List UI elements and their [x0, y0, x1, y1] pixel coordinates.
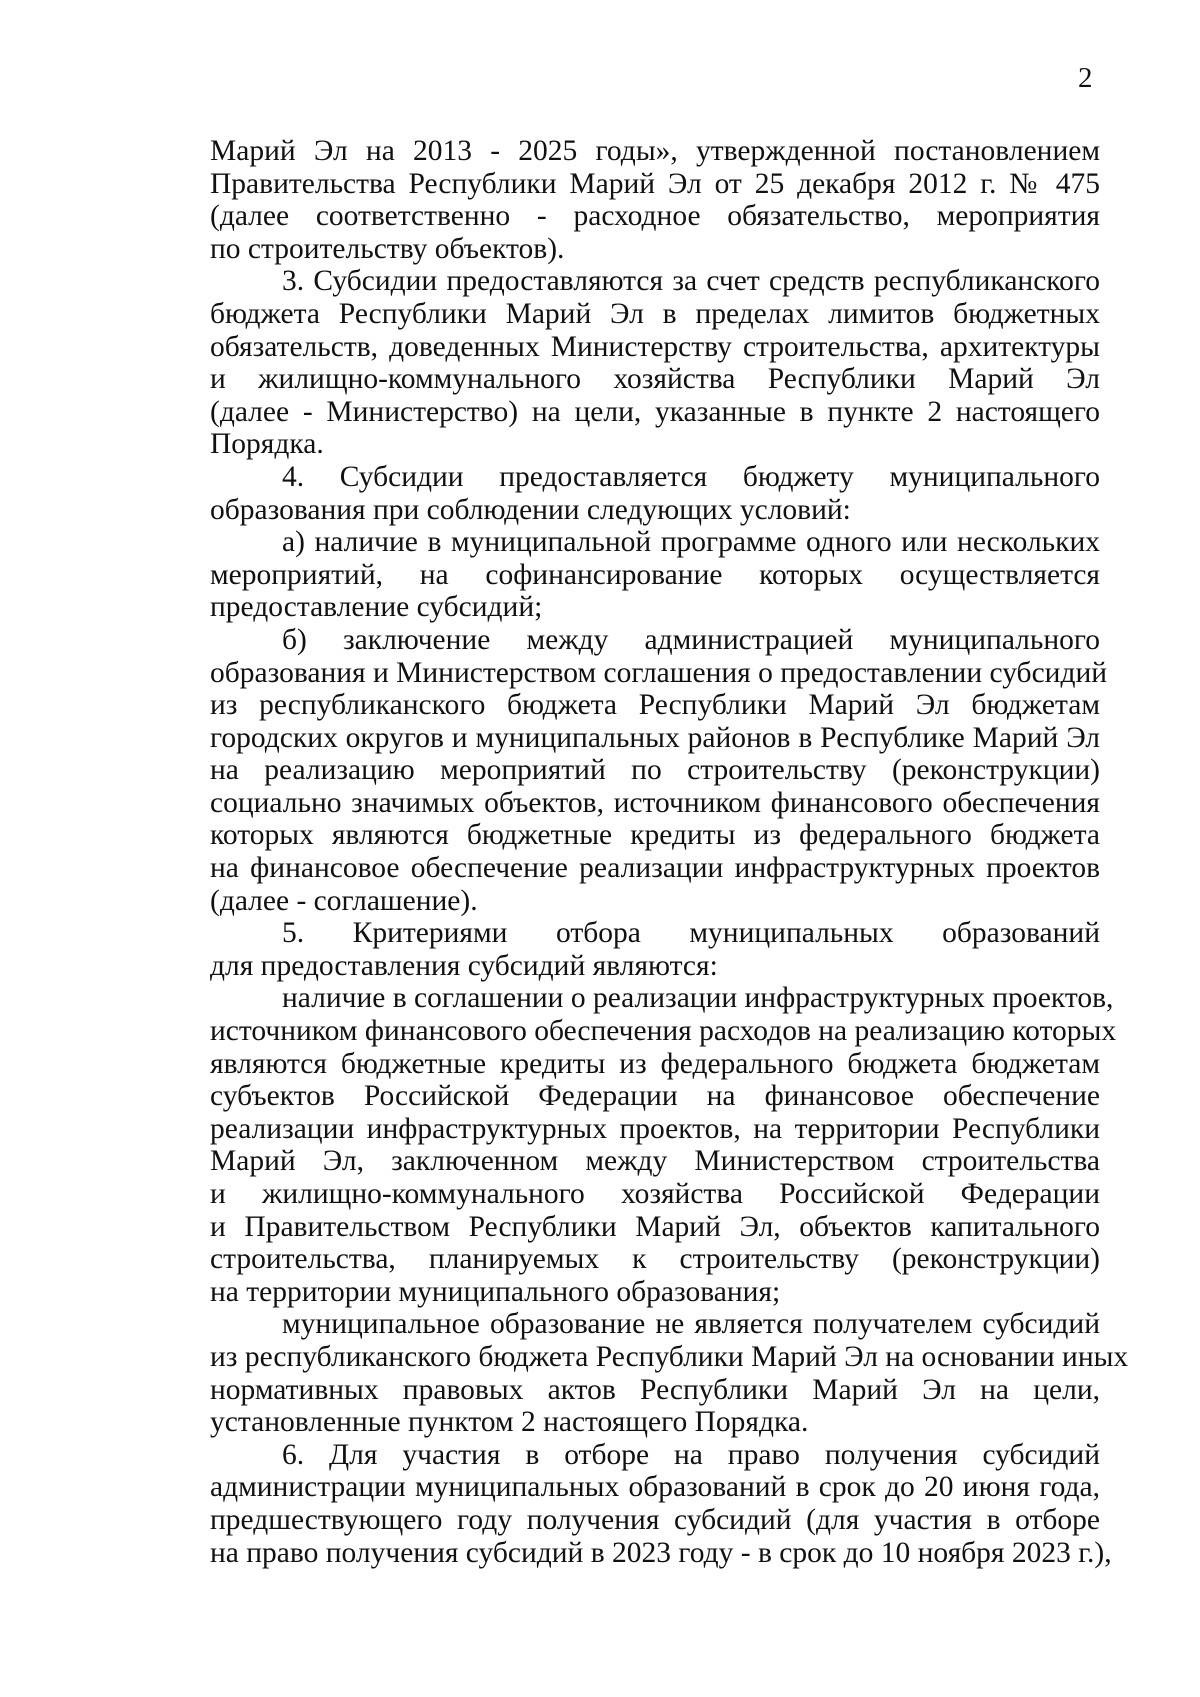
paragraph-line: (далее соответственно - расходное обязательство, мероприятия	[210, 200, 1100, 233]
paragraph-line: образования при соблюдении следующих условий:	[210, 493, 851, 526]
paragraph-line: на право получения субсидий в 2023 году - в срок до 10 ноября 2023 г.),	[210, 1536, 1112, 1569]
paragraph-line: а) наличие в муниципальной программе одного или нескольких	[282, 526, 1100, 559]
paragraph-line: 5. Критериями отбора муниципальных образований	[282, 917, 1100, 950]
paragraph-line: и Правительством Республики Марий Эл, объектов капитального	[210, 1210, 1100, 1243]
paragraph-line: и жилищно-коммунального хозяйства Российской Федерации	[210, 1178, 1100, 1210]
paragraph-line: бюджета Республики Марий Эл в пределах лимитов бюджетных	[210, 297, 1100, 330]
document-paragraph	[210, 135, 1100, 265]
paragraph-line: установленные пунктом 2 настоящего Порядка.	[210, 1406, 809, 1439]
paragraph-line: наличие в соглашении о реализации инфраструктурных проектов,	[282, 982, 1114, 1015]
paragraph-line: реализации инфраструктурных проектов, на территории Республики	[210, 1112, 1100, 1145]
paragraph-line: строительства, планируемых к строительству (реконструкции)	[210, 1243, 1100, 1276]
paragraph-line: администрации муниципальных образований в срок до 20 июня года,	[210, 1471, 1100, 1504]
paragraph-line: являются бюджетные кредиты из федерального бюджета бюджетам	[210, 1047, 1100, 1080]
page-number: 2	[1078, 62, 1093, 94]
paragraph-line: на территории муниципального образования;	[210, 1275, 781, 1308]
document-paragraph	[210, 917, 1100, 982]
paragraph-line: по строительству объектов).	[210, 232, 565, 265]
paragraph-line: на реализацию мероприятий по строительству (реконструкции)	[210, 754, 1100, 787]
document-paragraph	[210, 526, 1100, 624]
paragraph-line: (далее - Министерство) на цели, указанные в пункте 2 настоящего	[210, 395, 1100, 428]
document-body	[210, 135, 1129, 1569]
document-paragraph	[210, 1308, 1129, 1439]
paragraph-line: обязательств, доведенных Министерству строительства, архитектуры	[210, 330, 1100, 363]
paragraph-line: предшествующего году получения субсидий (для участия в отборе	[210, 1503, 1100, 1536]
paragraph-line: мероприятий, на софинансирование которых осуществляется	[210, 558, 1100, 591]
paragraph-line: б) заключение между администрацией муниципального	[282, 623, 1100, 656]
paragraph-line: источником финансового обеспечения расходов на реализацию которых	[210, 1015, 1117, 1048]
paragraph-line: из республиканского бюджета Республики Марий Эл бюджетам	[210, 689, 1100, 722]
paragraph-line: которых являются бюджетные кредиты из федерального бюджета	[210, 819, 1100, 852]
paragraph-line: муниципальное образование не является получателем субсидий	[282, 1308, 1100, 1341]
paragraph-line: на финансовое обеспечение реализации инфраструктурных проектов	[210, 852, 1100, 885]
paragraph-line: (далее - соглашение).	[210, 884, 478, 917]
paragraph-line: Марий Эл на 2013 - 2025 годы», утвержденной постановлением	[210, 135, 1100, 167]
paragraph-line: 4. Субсидии предоставляется бюджету муниципального	[282, 460, 1100, 493]
paragraph-line: и жилищно-коммунального хозяйства Республики Марий Эл	[210, 363, 1100, 396]
paragraph-line: нормативных правовых актов Республики Марий Эл на цели,	[210, 1373, 1100, 1406]
paragraph-line: для предоставления субсидий являются:	[210, 949, 718, 982]
paragraph-line: Правительства Республики Марий Эл от 25 декабря 2012 г. № 475	[210, 167, 1100, 200]
paragraph-line: Порядка.	[210, 428, 324, 461]
paragraph-line: 3. Субсидии предоставляются за счет средств республиканского	[282, 265, 1100, 298]
document-paragraph	[210, 623, 1108, 917]
paragraph-line: Марий Эл, заключенном между Министерством строительства	[210, 1145, 1100, 1178]
paragraph-line: образования и Министерством соглашения о предоставлении субсидий	[210, 656, 1108, 689]
document-paragraph	[210, 461, 1100, 526]
document-paragraph	[210, 1438, 1112, 1569]
document-paragraph	[210, 265, 1100, 461]
paragraph-line: городских округов и муниципальных районов в Республике Марий Эл	[210, 721, 1100, 754]
paragraph-line: из республиканского бюджета Республики Марий Эл на основании иных	[210, 1340, 1129, 1373]
document-paragraph	[210, 982, 1117, 1308]
paragraph-line: социально значимых объектов, источником финансового обеспечения	[210, 786, 1100, 819]
paragraph-line: предоставление субсидий;	[210, 591, 543, 624]
paragraph-line: субъектов Российской Федерации на финансовое обеспечение	[210, 1080, 1100, 1113]
paragraph-line: 6. Для участия в отборе на право получения субсидий	[282, 1438, 1100, 1471]
